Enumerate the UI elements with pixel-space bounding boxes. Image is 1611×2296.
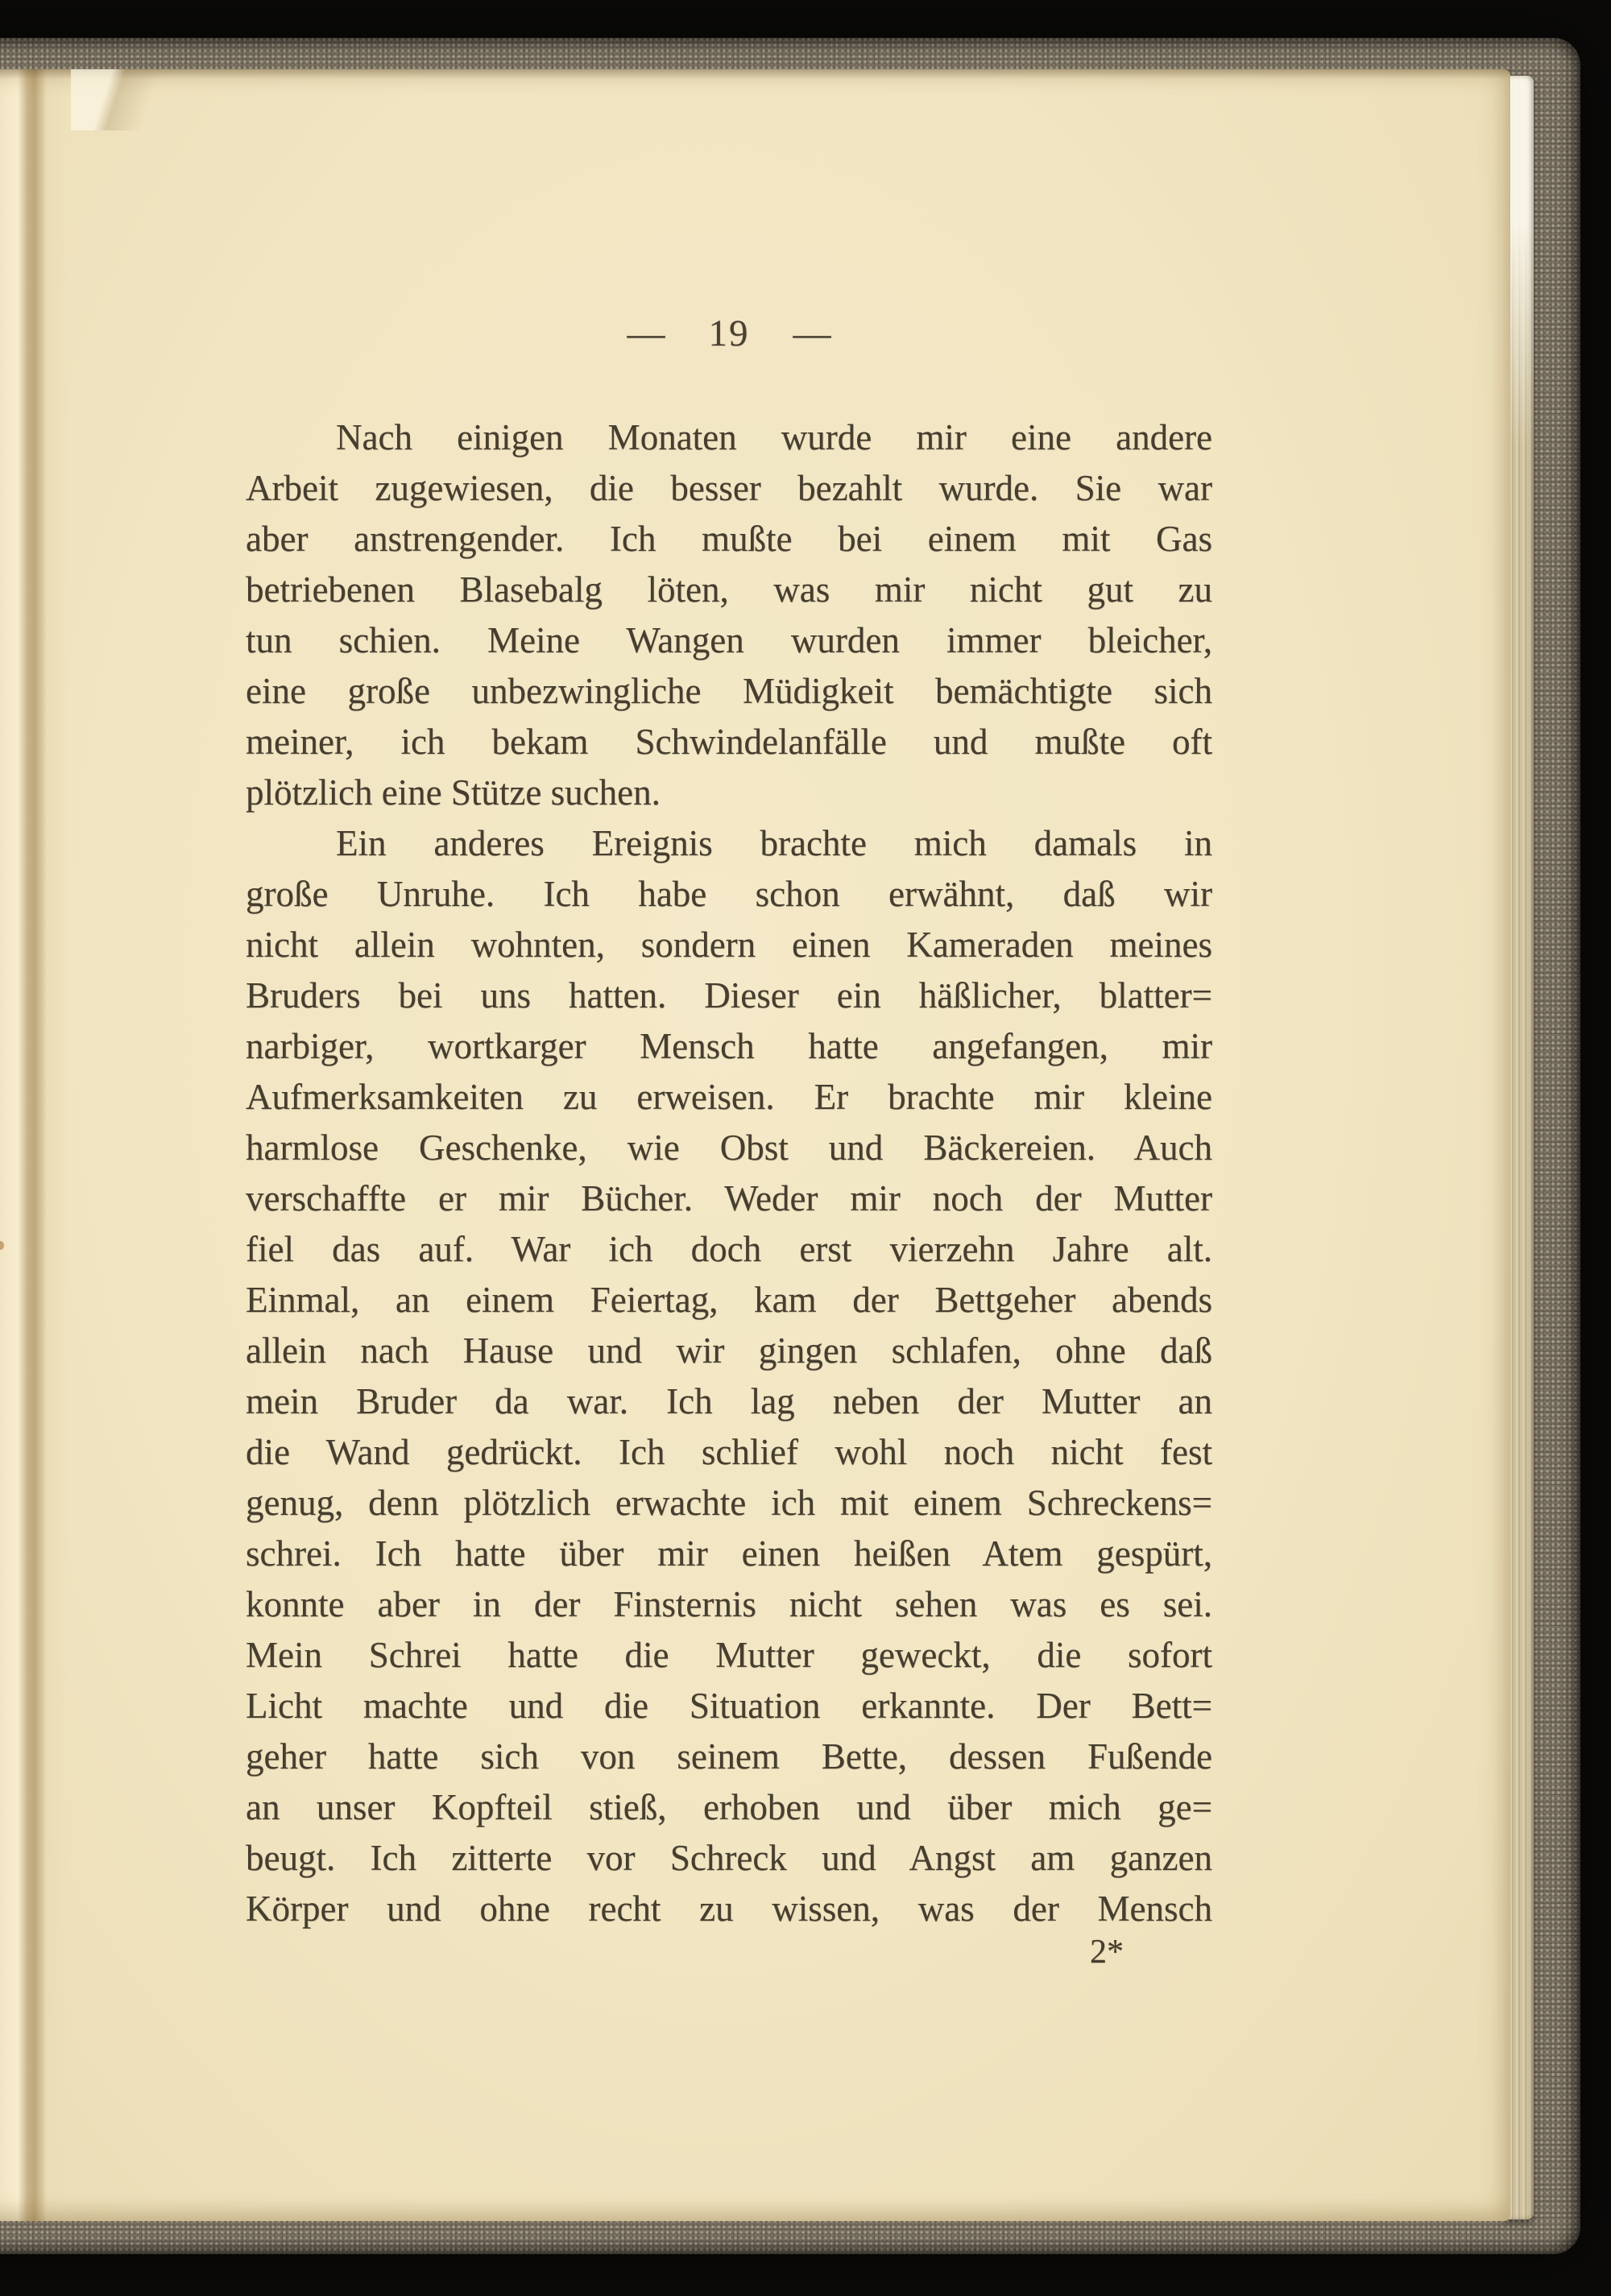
text-line: mein Bruder da war. Ich lag neben der Mutter an xyxy=(246,1381,1212,1421)
text-line: harmlose Geschenke, wie Obst und Bäckereien. Auch xyxy=(246,1127,1212,1168)
text-line: Mein Schrei hatte die Mutter geweckt, die sofort xyxy=(246,1635,1212,1675)
text-line: narbiger, wortkarger Mensch hatte angefangen, mir xyxy=(246,1026,1212,1066)
text-line: fiel das auf. War ich doch erst vierzehn Jahre alt. xyxy=(246,1229,1212,1269)
text-line: die Wand gedrückt. Ich schlief wohl noch nicht fest xyxy=(246,1432,1212,1472)
text-line: genug, denn plötzlich erwachte ich mit einem Schreckens= xyxy=(246,1483,1212,1523)
text-line: schrei. Ich hatte über mir einen heißen Atem gespürt, xyxy=(246,1533,1212,1574)
text-line: Ein anderes Ereignis brachte mich damals in xyxy=(336,823,1212,863)
paper-speck xyxy=(0,1241,4,1250)
text-line: konnte aber in der Finsternis nicht sehen was es sei. xyxy=(246,1584,1212,1624)
sheet-signature-mark: 2* xyxy=(1090,1934,1124,1971)
text-line: plötzlich eine Stütze suchen. xyxy=(246,772,661,813)
text-line: allein nach Hause und wir gingen schlafen, ohne daß xyxy=(246,1330,1212,1371)
header-dash-right: — xyxy=(793,312,831,354)
text-line: Körper und ohne recht zu wissen, was der Mensch xyxy=(246,1889,1212,1929)
page-corner-fold xyxy=(71,69,212,130)
text-line: aber anstrengender. Ich mußte bei einem mit Gas xyxy=(246,519,1212,559)
text-line: Bruders bei uns hatten. Dieser ein häßlicher, blatter= xyxy=(246,975,1212,1016)
book-page xyxy=(0,69,1510,2221)
text-line: eine große unbezwingliche Müdigkeit bemächtigte sich xyxy=(246,671,1212,711)
text-line: geher hatte sich von seinem Bette, dessen Fußende xyxy=(246,1736,1212,1777)
text-line: betriebenen Blasebalg löten, was mir nicht gut zu xyxy=(246,569,1212,610)
text-line: Arbeit zugewiesen, die besser bezahlt wurde. Sie war xyxy=(246,468,1212,508)
text-line: an unser Kopfteil stieß, erhoben und über mich ge= xyxy=(246,1787,1212,1827)
text-line: Nach einigen Monaten wurde mir eine andere xyxy=(336,417,1212,457)
text-line: meiner, ich bekam Schwindelanfälle und mußte oft xyxy=(246,722,1212,762)
text-line: große Unruhe. Ich habe schon erwähnt, daß wir xyxy=(246,874,1212,914)
text-line: beugt. Ich zitterte vor Schreck und Angst am ganzen xyxy=(246,1838,1212,1878)
header-dash-left: — xyxy=(627,312,665,354)
text-line: Einmal, an einem Feiertag, kam der Bettgeher abends xyxy=(246,1280,1212,1320)
text-line: verschaffte er mir Bücher. Weder mir noch der Mutter xyxy=(246,1178,1212,1218)
text-line: nicht allein wohnten, sondern einen Kameraden meines xyxy=(246,925,1212,965)
page-header xyxy=(246,311,1212,356)
page-number: 19 xyxy=(708,312,750,354)
text-line: Licht machte und die Situation erkannte. Der Bett= xyxy=(246,1686,1212,1726)
text-line: Aufmerksamkeiten zu erweisen. Er brachte mir kleine xyxy=(246,1077,1212,1117)
text-line: tun schien. Meine Wangen wurden immer bleicher, xyxy=(246,620,1212,660)
body-text-block xyxy=(246,412,1212,1934)
